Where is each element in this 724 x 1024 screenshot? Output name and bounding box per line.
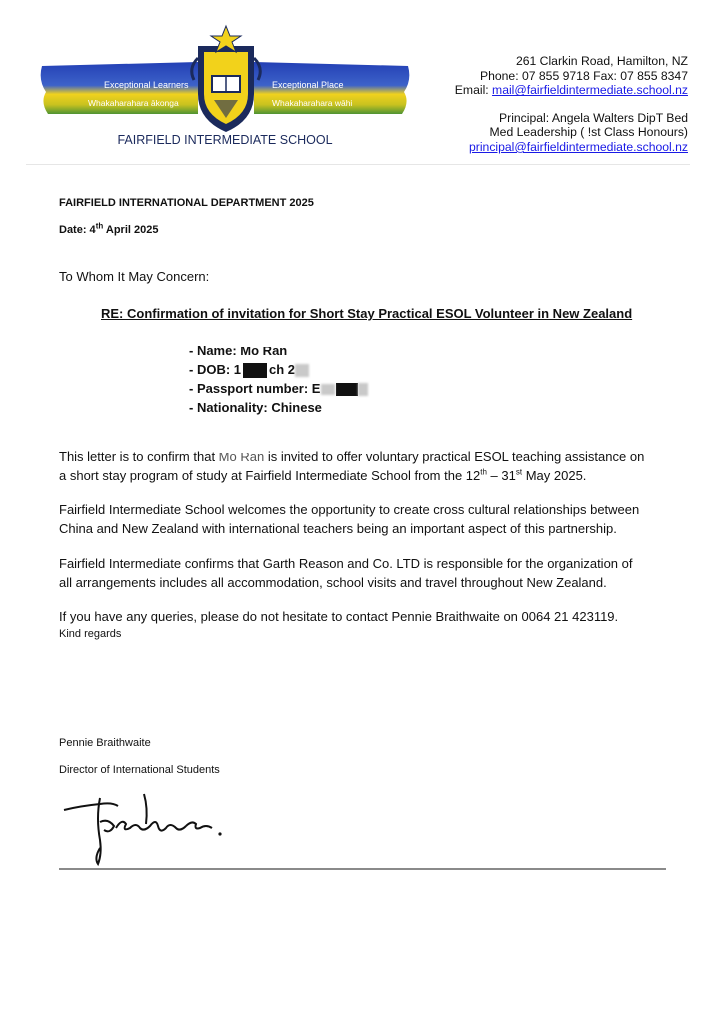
- logo-right-text-en: Exceptional Place: [272, 80, 344, 90]
- contact-block: [455, 54, 688, 155]
- principal-line-1: Principal: Angela Walters DipT Bed: [499, 110, 688, 125]
- logo-graphic: [38, 22, 412, 154]
- salutation: To Whom It May Concern:: [59, 269, 210, 284]
- paragraph-welcome: Fairfield Intermediate School welcomes the opportunity to create cross cultural relationships between China and New Zealand with international teachers being an important aspect of this partnership.: [59, 502, 640, 536]
- detail-passport: - Passport number: E: [189, 379, 368, 398]
- detail-dob: - DOB: 1 ch 2: [189, 360, 368, 379]
- school-address: 261 Clarkin Road, Hamilton, NZ: [515, 54, 688, 68]
- principal-email-link[interactable]: principal@fairfieldintermediate.school.nz: [469, 139, 688, 154]
- header-divider: [26, 164, 690, 165]
- logo-left-text-mi: Whakaharahara ākonga: [88, 98, 179, 108]
- closing: Kind regards: [59, 628, 122, 640]
- detail-nationality: - Nationality: Chinese: [189, 400, 322, 415]
- applicant-details: [189, 341, 368, 417]
- redaction-blur: [295, 364, 309, 377]
- signer-name: Pennie Braithwaite: [59, 737, 151, 749]
- paragraph-organization: Fairfield Intermediate confirms that Garth Reason and Co. LTD is responsible for the organization of all arrangements includes all accommodation, school visits and travel throughout New Zealand.: [59, 556, 633, 590]
- signer-title: Director of International Students: [59, 764, 220, 776]
- detail-name-value: Mo Ran: [240, 347, 288, 355]
- school-logo-banner: [38, 22, 412, 154]
- footer-divider: [59, 868, 666, 870]
- handwritten-signature: [60, 788, 230, 868]
- department-heading: FAIRFIELD INTERNATIONAL DEPARTMENT 2025: [59, 197, 314, 209]
- signature-graphic: [60, 788, 230, 868]
- letter-date: Date: 4th April 2025: [59, 221, 159, 236]
- paragraph-confirmation: This letter is to confirm that Mo Ran is invited to offer voluntary practical ESOL teaching assistance on a short stay program of study at Fairfield Intermediate School from the 12th – 31st May 2025.: [59, 449, 645, 483]
- detail-name: - Name: Mo Ran: [189, 343, 288, 358]
- subject-line: RE: Confirmation of invitation for Short Stay Practical ESOL Volunteer in New Zealand: [101, 306, 633, 321]
- redaction-box: [243, 363, 267, 378]
- redaction-blur: [321, 384, 335, 395]
- logo-right-text-mi: Whakaharahara wāhi: [272, 98, 353, 108]
- school-phone-fax: Phone: 07 855 9718 Fax: 07 855 8347: [479, 68, 688, 83]
- principal-line-2: Med Leadership ( !st Class Honours): [489, 125, 688, 140]
- paragraph-contact: If you have any queries, please do not hesitate to contact Pennie Braithwaite on 0064 21 423119.: [59, 609, 619, 624]
- redaction-box: [336, 383, 358, 396]
- invitee-name: Mo Ran: [218, 453, 265, 461]
- email-label: Email:: [454, 83, 493, 98]
- logo-left-text-en: Exceptional Learners: [104, 80, 189, 90]
- school-email-link[interactable]: mail@fairfieldintermediate.school.nz: [492, 83, 688, 98]
- redaction-blur: [358, 383, 368, 396]
- email-line: [455, 83, 688, 98]
- logo-school-name: FAIRFIELD INTERMEDIATE SCHOOL: [117, 133, 333, 147]
